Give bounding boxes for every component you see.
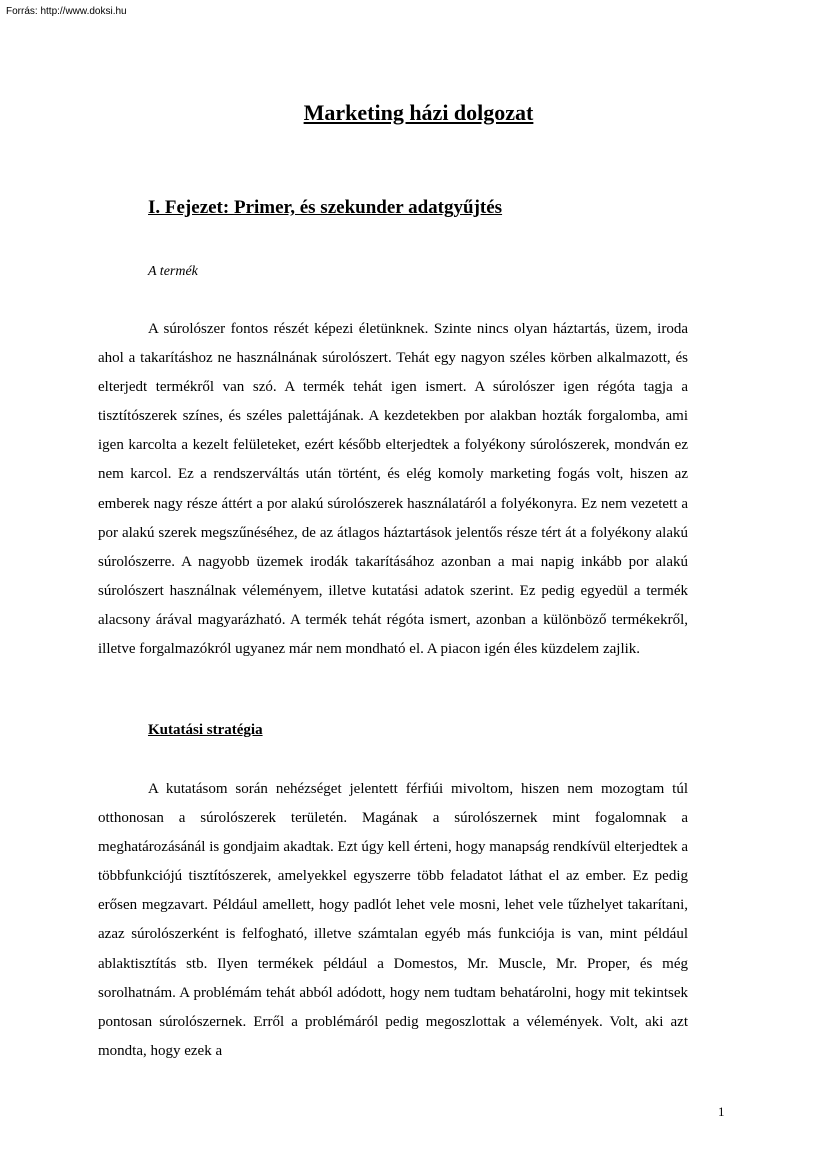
source-url: Forrás: http://www.doksi.hu xyxy=(6,6,127,17)
chapter-heading: I. Fejezet: Primer, és szekunder adatgyűjtés xyxy=(148,197,503,218)
section-heading: Kutatási stratégia xyxy=(148,722,263,738)
paragraph: A súrolószer fontos részét képezi életünknek. Szinte nincs olyan háztartás, üzem, iroda ahol a takarításhoz ne használnának súrolószert. Tehát egy nagyon széles körben alkalmazott, és elterjedt termékről van szó. A termék tehát igen ismert. A súrolószer igen régóta tagja a tisztítószerek színes, és széles palettájának. A kezdetekben por alakban hozták forgalomba, ami igen karcolta a kezelt felületeket, ezért később elterjedtek a folyékony súrolószerek, mondván ez nem karcol. Ez a rendszerváltás után történt, és elég komoly marketing fogás volt, hiszen az emberek nagy része áttért a por alakú súrolószerek használatáról a folyékonyra. Ez nem vezetett a por alakú szerek megszűnéséhez, de az átlagos háztartások jelentős része tért át a folyékony alakú súrolószerre. A nagyobb üzemek irodák takarításához azonban a mai napig inkább por alakú súrolószert használnak véleményem, illetve kutatási adatok szerint. Ez pedig egyedül a termék alacsony árával magyarázható. A termék tehát régóta ismert, azonban a különböző termékekről, illetve forgalmazókról ugyanez már nem mondható el. A piacon igén éles küzdelem zajlik. xyxy=(98,321,688,658)
document-title: Marketing házi dolgozat xyxy=(303,100,534,125)
paragraph: A kutatásom során nehézséget jelentett férfiúi mivoltom, hiszen nem mozogtam túl otthonosan a súrolószerek területén. Magának a súrolószernek mint fogalomnak a meghatározásánál is gondjaim akadtak. Ezt úgy kell érteni, hogy manapság rendkívül elterjedtek a többfunkciójú tisztítószerek, amelyekkel egyszerre több feladatot láthat el az ember. Ez pedig erősen megzavart. Például amellett, hogy padlót lehet vele mosni, lehet vele tűzhelyet takarítani, azaz súrolószerként is felfogható, illetve számtalan egyéb más funkciója is van, mint például ablaktisztítás stb. Ilyen termékek például a Domestos, Mr. Muscle, Mr. Proper, és még sorolhatnám. A problémám tehát abból adódott, hogy nem tudtam behatárolni, hogy mit tekintsek pontosan súrolószernek. Erről a problémáról pedig megoszlottak a vélemények. Volt, aki azt mondta, hogy ezek a xyxy=(98,781,688,1059)
subsection-heading: A termék xyxy=(148,264,198,279)
page-number: 1 xyxy=(718,1104,725,1119)
